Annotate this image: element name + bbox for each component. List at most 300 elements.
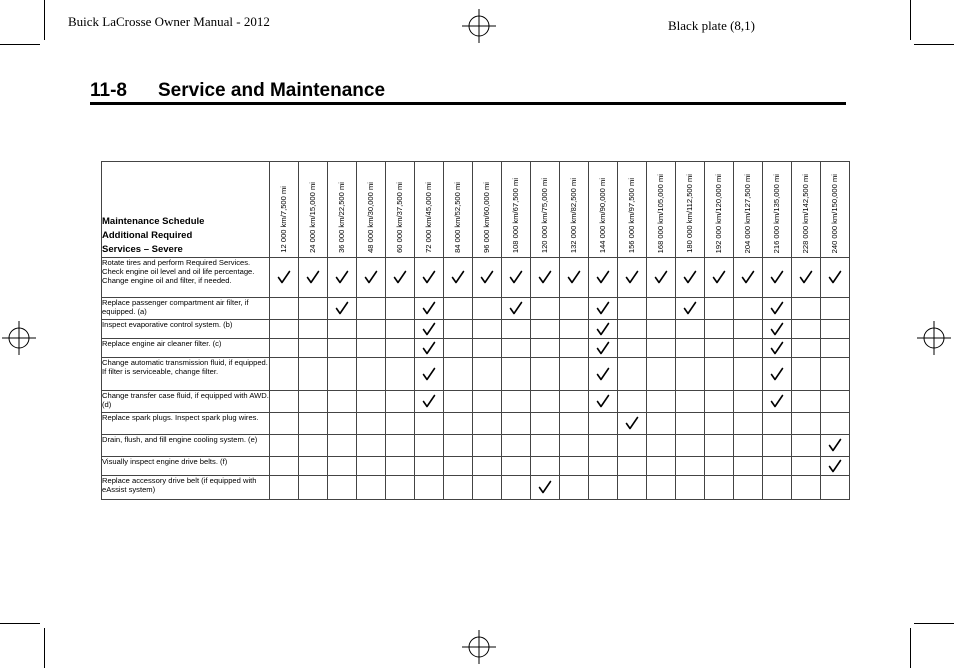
- schedule-cell: [502, 298, 531, 320]
- interval-label: 96 000 km/60,000 mi: [482, 182, 491, 253]
- schedule-cell: [821, 391, 850, 413]
- schedule-cell: [270, 298, 299, 320]
- schedule-cell: [386, 258, 415, 298]
- schedule-cell: [531, 413, 560, 435]
- interval-header: [589, 162, 618, 258]
- section-title: Service and Maintenance: [158, 80, 386, 101]
- schedule-cell: [589, 391, 618, 413]
- schedule-cell: [299, 298, 328, 320]
- schedule-cell: [792, 258, 821, 298]
- schedule-cell: [270, 258, 299, 298]
- schedule-cell: [705, 320, 734, 339]
- schedule-cell: [415, 298, 444, 320]
- schedule-cell: [270, 391, 299, 413]
- interval-header: [734, 162, 763, 258]
- schedule-cell: [792, 435, 821, 457]
- checkmark-icon: [567, 269, 581, 286]
- schedule-cell: [357, 391, 386, 413]
- schedule-cell: [444, 339, 473, 358]
- checkmark-icon: [509, 269, 523, 286]
- crop-mark: [910, 0, 911, 40]
- interval-label: 156 000 km/97,500 mi: [627, 177, 636, 253]
- running-header-plate: Black plate (8,1): [668, 18, 755, 33]
- schedule-cell: [444, 391, 473, 413]
- schedule-cell: [647, 413, 676, 435]
- schedule-cell: [676, 391, 705, 413]
- checkmark-icon: [277, 269, 291, 286]
- interval-header: [270, 162, 299, 258]
- schedule-cell: [357, 339, 386, 358]
- schedule-cell: [763, 435, 792, 457]
- schedule-cell: [328, 320, 357, 339]
- interval-header: [299, 162, 328, 258]
- title-rule: [90, 102, 846, 105]
- checkmark-icon: [393, 269, 407, 286]
- interval-label: 168 000 km/105,000 mi: [656, 173, 665, 253]
- checkmark-icon: [422, 320, 436, 337]
- checkmark-icon: [741, 269, 755, 286]
- schedule-cell: [734, 457, 763, 476]
- schedule-cell: [444, 320, 473, 339]
- schedule-cell: [386, 457, 415, 476]
- checkmark-icon: [596, 365, 610, 382]
- crop-mark: [914, 623, 954, 624]
- schedule-cell: [589, 476, 618, 500]
- schedule-cell: [792, 339, 821, 358]
- checkmark-icon: [596, 393, 610, 410]
- table-row: [102, 298, 850, 320]
- schedule-cell: [531, 435, 560, 457]
- schedule-cell: [560, 298, 589, 320]
- table-corner-heading: [102, 162, 270, 258]
- schedule-cell: [705, 258, 734, 298]
- schedule-cell: [821, 476, 850, 500]
- schedule-cell: [299, 413, 328, 435]
- table-row: [102, 457, 850, 476]
- schedule-cell: [502, 391, 531, 413]
- schedule-cell: [734, 391, 763, 413]
- schedule-cell: [705, 476, 734, 500]
- schedule-cell: [560, 358, 589, 391]
- checkmark-icon: [770, 393, 784, 410]
- schedule-cell: [473, 476, 502, 500]
- schedule-cell: [502, 457, 531, 476]
- schedule-cell: [705, 298, 734, 320]
- checkmark-icon: [335, 300, 349, 317]
- interval-label: 60 000 km/37,500 mi: [395, 182, 404, 253]
- schedule-cell: [618, 320, 647, 339]
- schedule-cell: [502, 358, 531, 391]
- schedule-cell: [299, 435, 328, 457]
- schedule-cell: [270, 457, 299, 476]
- schedule-cell: [618, 358, 647, 391]
- schedule-cell: [531, 339, 560, 358]
- schedule-cell: [444, 435, 473, 457]
- schedule-cell: [821, 358, 850, 391]
- schedule-cell: [734, 413, 763, 435]
- schedule-cell: [676, 320, 705, 339]
- service-description: Replace spark plugs. Inspect spark plug wires.: [102, 413, 270, 435]
- crop-mark: [0, 44, 40, 45]
- schedule-cell: [589, 435, 618, 457]
- schedule-cell: [444, 476, 473, 500]
- schedule-cell: [357, 476, 386, 500]
- checkmark-icon: [306, 269, 320, 286]
- schedule-cell: [531, 320, 560, 339]
- checkmark-icon: [335, 269, 349, 286]
- checkmark-icon: [770, 300, 784, 317]
- schedule-cell: [676, 339, 705, 358]
- schedule-cell: [763, 476, 792, 500]
- schedule-cell: [676, 358, 705, 391]
- service-description: Replace accessory drive belt (if equipped with eAssist system): [102, 476, 270, 500]
- schedule-cell: [299, 258, 328, 298]
- schedule-cell: [386, 476, 415, 500]
- schedule-cell: [589, 457, 618, 476]
- page-title: [90, 80, 385, 102]
- interval-label: 204 000 km/127,500 mi: [743, 173, 752, 253]
- schedule-cell: [444, 258, 473, 298]
- service-description: Visually inspect engine drive belts. (f): [102, 457, 270, 476]
- interval-label: 24 000 km/15,000 mi: [308, 182, 317, 253]
- table-row: [102, 358, 850, 391]
- schedule-cell: [589, 358, 618, 391]
- schedule-cell: [821, 339, 850, 358]
- schedule-cell: [676, 258, 705, 298]
- schedule-cell: [821, 298, 850, 320]
- table-header-row: [102, 162, 850, 258]
- schedule-cell: [473, 457, 502, 476]
- registration-mark-left: [2, 321, 36, 355]
- schedule-cell: [357, 435, 386, 457]
- schedule-cell: [763, 339, 792, 358]
- service-description: Rotate tires and perform Required Services. Check engine oil level and oil life percentage. Change engine oil and filter, if needed.: [102, 258, 270, 298]
- schedule-cell: [386, 413, 415, 435]
- schedule-cell: [299, 358, 328, 391]
- schedule-cell: [502, 320, 531, 339]
- schedule-cell: [415, 339, 444, 358]
- schedule-cell: [357, 358, 386, 391]
- checkmark-icon: [770, 269, 784, 286]
- schedule-cell: [560, 476, 589, 500]
- checkmark-icon: [828, 457, 842, 474]
- schedule-cell: [415, 320, 444, 339]
- schedule-cell: [502, 339, 531, 358]
- schedule-cell: [531, 358, 560, 391]
- interval-label: 108 000 km/67,500 mi: [511, 177, 520, 253]
- schedule-cell: [531, 457, 560, 476]
- schedule-cell: [560, 339, 589, 358]
- checkmark-icon: [509, 300, 523, 317]
- checkmark-icon: [712, 269, 726, 286]
- crop-mark: [910, 628, 911, 668]
- table-row: [102, 435, 850, 457]
- schedule-cell: [560, 320, 589, 339]
- schedule-cell: [415, 413, 444, 435]
- schedule-cell: [328, 339, 357, 358]
- schedule-cell: [386, 435, 415, 457]
- corner-heading-line: Maintenance Schedule: [102, 216, 205, 227]
- schedule-cell: [357, 258, 386, 298]
- schedule-cell: [618, 298, 647, 320]
- schedule-cell: [618, 339, 647, 358]
- schedule-cell: [531, 391, 560, 413]
- interval-header: [647, 162, 676, 258]
- schedule-cell: [763, 258, 792, 298]
- schedule-cell: [328, 391, 357, 413]
- schedule-cell: [560, 457, 589, 476]
- maintenance-schedule-table: [101, 161, 850, 500]
- schedule-cell: [473, 391, 502, 413]
- service-description: Inspect evaporative control system. (b): [102, 320, 270, 339]
- section-number: 11-8: [90, 80, 127, 101]
- table-row: [102, 339, 850, 358]
- schedule-cell: [676, 457, 705, 476]
- schedule-cell: [560, 435, 589, 457]
- schedule-cell: [415, 358, 444, 391]
- schedule-cell: [502, 476, 531, 500]
- table-row: [102, 258, 850, 298]
- checkmark-icon: [683, 300, 697, 317]
- checkmark-icon: [422, 393, 436, 410]
- checkmark-icon: [422, 300, 436, 317]
- schedule-cell: [734, 476, 763, 500]
- schedule-cell: [502, 413, 531, 435]
- interval-label: 36 000 km/22,500 mi: [337, 182, 346, 253]
- schedule-cell: [647, 298, 676, 320]
- corner-heading-line: Services – Severe: [102, 244, 183, 255]
- schedule-cell: [821, 320, 850, 339]
- schedule-cell: [763, 320, 792, 339]
- interval-header: [821, 162, 850, 258]
- interval-header: [386, 162, 415, 258]
- interval-label: 240 000 km/150,000 mi: [830, 173, 839, 253]
- schedule-cell: [792, 391, 821, 413]
- schedule-cell: [270, 339, 299, 358]
- schedule-cell: [386, 320, 415, 339]
- schedule-cell: [560, 258, 589, 298]
- interval-label: 72 000 km/45,000 mi: [424, 182, 433, 253]
- schedule-cell: [415, 457, 444, 476]
- schedule-cell: [386, 358, 415, 391]
- schedule-cell: [270, 358, 299, 391]
- interval-header: [560, 162, 589, 258]
- schedule-cell: [531, 258, 560, 298]
- schedule-cell: [473, 258, 502, 298]
- schedule-cell: [647, 339, 676, 358]
- checkmark-icon: [654, 269, 668, 286]
- schedule-cell: [589, 339, 618, 358]
- interval-header: [502, 162, 531, 258]
- checkmark-icon: [596, 320, 610, 337]
- schedule-cell: [270, 435, 299, 457]
- interval-header: [415, 162, 444, 258]
- schedule-cell: [763, 457, 792, 476]
- schedule-cell: [328, 457, 357, 476]
- checkmark-icon: [828, 437, 842, 454]
- checkmark-icon: [596, 300, 610, 317]
- service-description: Change transfer case fluid, if equipped with AWD. (d): [102, 391, 270, 413]
- crop-mark: [914, 44, 954, 45]
- schedule-cell: [270, 320, 299, 339]
- interval-header: [328, 162, 357, 258]
- schedule-cell: [734, 258, 763, 298]
- schedule-cell: [531, 298, 560, 320]
- schedule-cell: [734, 320, 763, 339]
- checkmark-icon: [828, 269, 842, 286]
- corner-heading-line: Additional Required: [102, 230, 193, 241]
- schedule-cell: [821, 457, 850, 476]
- schedule-cell: [328, 298, 357, 320]
- schedule-cell: [502, 258, 531, 298]
- schedule-cell: [647, 320, 676, 339]
- checkmark-icon: [596, 269, 610, 286]
- schedule-cell: [792, 320, 821, 339]
- schedule-cell: [705, 413, 734, 435]
- schedule-cell: [792, 358, 821, 391]
- table-row: [102, 320, 850, 339]
- registration-mark-top: [462, 9, 496, 43]
- interval-label: 84 000 km/52,500 mi: [453, 182, 462, 253]
- schedule-cell: [328, 358, 357, 391]
- schedule-cell: [589, 258, 618, 298]
- schedule-cell: [618, 457, 647, 476]
- schedule-cell: [444, 358, 473, 391]
- interval-label: 120 000 km/75,000 mi: [540, 177, 549, 253]
- schedule-cell: [328, 476, 357, 500]
- schedule-cell: [473, 298, 502, 320]
- interval-label: 132 000 km/82,500 mi: [569, 177, 578, 253]
- schedule-cell: [473, 320, 502, 339]
- schedule-cell: [734, 298, 763, 320]
- service-description: Replace engine air cleaner filter. (c): [102, 339, 270, 358]
- schedule-cell: [386, 339, 415, 358]
- schedule-cell: [647, 476, 676, 500]
- schedule-cell: [763, 298, 792, 320]
- running-header-title: Buick LaCrosse Owner Manual - 2012: [68, 14, 270, 29]
- schedule-cell: [589, 320, 618, 339]
- crop-mark: [44, 0, 45, 40]
- schedule-cell: [299, 476, 328, 500]
- interval-header: [618, 162, 647, 258]
- schedule-cell: [473, 358, 502, 391]
- checkmark-icon: [364, 269, 378, 286]
- schedule-cell: [357, 457, 386, 476]
- schedule-cell: [618, 435, 647, 457]
- checkmark-icon: [625, 415, 639, 432]
- checkmark-icon: [538, 269, 552, 286]
- checkmark-icon: [770, 365, 784, 382]
- interval-header: [792, 162, 821, 258]
- interval-header: [763, 162, 792, 258]
- checkmark-icon: [538, 479, 552, 496]
- interval-header: [444, 162, 473, 258]
- schedule-cell: [676, 413, 705, 435]
- interval-label: 228 000 km/142,500 mi: [801, 173, 810, 253]
- interval-label: 48 000 km/30,000 mi: [366, 182, 375, 253]
- schedule-cell: [328, 435, 357, 457]
- interval-label: 216 000 km/135,000 mi: [772, 173, 781, 253]
- schedule-cell: [299, 391, 328, 413]
- schedule-cell: [415, 258, 444, 298]
- schedule-cell: [763, 391, 792, 413]
- schedule-cell: [444, 298, 473, 320]
- schedule-cell: [270, 476, 299, 500]
- schedule-cell: [328, 413, 357, 435]
- schedule-cell: [357, 320, 386, 339]
- checkmark-icon: [451, 269, 465, 286]
- schedule-cell: [705, 435, 734, 457]
- schedule-cell: [763, 413, 792, 435]
- schedule-cell: [357, 413, 386, 435]
- interval-header: [676, 162, 705, 258]
- schedule-cell: [473, 339, 502, 358]
- schedule-cell: [560, 413, 589, 435]
- schedule-cell: [444, 457, 473, 476]
- table-row: [102, 391, 850, 413]
- schedule-cell: [792, 476, 821, 500]
- schedule-cell: [647, 435, 676, 457]
- schedule-cell: [734, 358, 763, 391]
- checkmark-icon: [799, 269, 813, 286]
- table-row: [102, 413, 850, 435]
- interval-label: 12 000 km/7,500 mi: [279, 186, 288, 253]
- schedule-cell: [299, 457, 328, 476]
- schedule-cell: [531, 476, 560, 500]
- schedule-cell: [618, 391, 647, 413]
- schedule-cell: [647, 457, 676, 476]
- schedule-cell: [299, 320, 328, 339]
- table-row: [102, 476, 850, 500]
- schedule-cell: [647, 258, 676, 298]
- checkmark-icon: [480, 269, 494, 286]
- schedule-cell: [792, 413, 821, 435]
- schedule-cell: [415, 391, 444, 413]
- schedule-cell: [270, 413, 299, 435]
- schedule-cell: [821, 413, 850, 435]
- interval-label: 180 000 km/112,500 mi: [685, 174, 694, 253]
- schedule-cell: [647, 358, 676, 391]
- service-description: Change automatic transmission fluid, if equipped. If filter is serviceable, change filter.: [102, 358, 270, 391]
- registration-mark-bottom: [462, 630, 496, 664]
- schedule-cell: [618, 476, 647, 500]
- schedule-cell: [328, 258, 357, 298]
- schedule-cell: [705, 358, 734, 391]
- schedule-cell: [647, 391, 676, 413]
- checkmark-icon: [683, 269, 697, 286]
- interval-header: [531, 162, 560, 258]
- checkmark-icon: [422, 365, 436, 382]
- checkmark-icon: [625, 269, 639, 286]
- interval-header: [705, 162, 734, 258]
- service-description: Replace passenger compartment air filter, if equipped. (a): [102, 298, 270, 320]
- schedule-cell: [705, 339, 734, 358]
- schedule-cell: [386, 298, 415, 320]
- interval-header: [473, 162, 502, 258]
- schedule-cell: [792, 298, 821, 320]
- interval-label: 192 000 km/120,000 mi: [714, 173, 723, 253]
- schedule-cell: [734, 435, 763, 457]
- schedule-cell: [705, 391, 734, 413]
- schedule-cell: [415, 435, 444, 457]
- schedule-cell: [618, 258, 647, 298]
- crop-mark: [0, 623, 40, 624]
- checkmark-icon: [770, 339, 784, 356]
- schedule-cell: [734, 339, 763, 358]
- schedule-cell: [676, 298, 705, 320]
- checkmark-icon: [596, 339, 610, 356]
- schedule-cell: [444, 413, 473, 435]
